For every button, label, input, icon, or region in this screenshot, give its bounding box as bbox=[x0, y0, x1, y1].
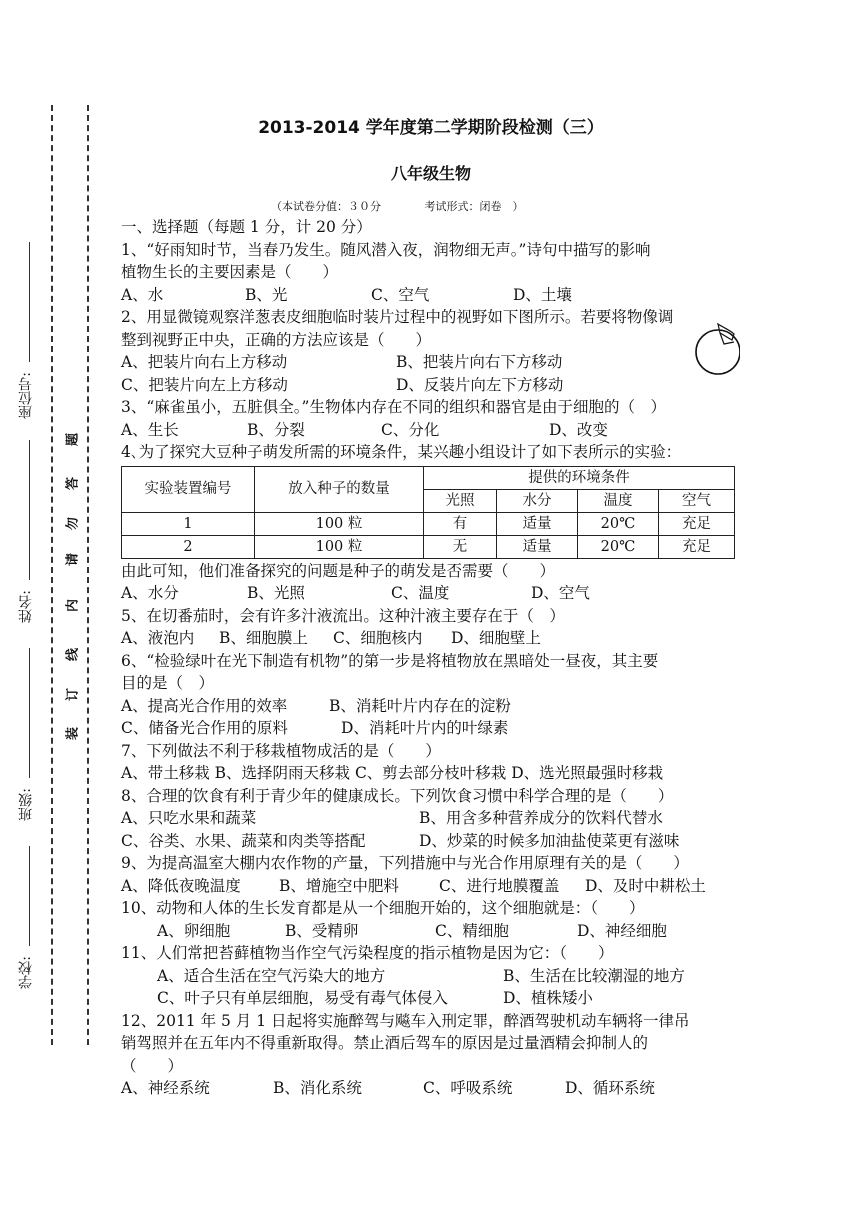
exam-title: 2013-2014 学年度第二学期阶段检测（三） bbox=[258, 118, 604, 138]
question-3-stem: 3、“麻雀虽小，五脏俱全。”生物体内存在不同的组织和器官是由于细胞的（ ） bbox=[121, 398, 666, 416]
name-blank-line-top bbox=[29, 440, 30, 580]
option-d[interactable]: D、循环系统 bbox=[565, 1079, 655, 1097]
header-temp: 温度 bbox=[578, 489, 659, 512]
seat-label: 座位号: bbox=[18, 372, 34, 419]
question-11-options-row1 bbox=[121, 965, 741, 988]
option-b[interactable]: B、生活在比较潮湿的地方 bbox=[503, 966, 685, 985]
header-water: 水分 bbox=[497, 489, 578, 512]
section-heading: 一、选择题（每题 1 分，计 20 分） bbox=[121, 218, 372, 236]
question-2-options-row2 bbox=[121, 374, 741, 397]
option-d[interactable]: D、反装片向左下方移动 bbox=[396, 375, 564, 394]
option-a[interactable]: A、生长 bbox=[121, 420, 179, 439]
question-3-options bbox=[121, 419, 741, 442]
option-c[interactable]: C、空气 bbox=[371, 285, 430, 304]
option-d[interactable]: D、改变 bbox=[549, 420, 608, 439]
option-c[interactable]: C、温度 bbox=[391, 584, 450, 602]
cell-water: 适量 bbox=[497, 535, 578, 558]
question-11-stem: 11、人们常把苔藓植物当作空气污染程度的指示植物是因为它：（ ） bbox=[121, 944, 614, 962]
option-b[interactable]: B、增施空中肥料 bbox=[279, 876, 399, 895]
binding-warning-char: 勿 bbox=[65, 517, 81, 531]
question-10-stem: 10、动物和人体的生长发育都是从一个细胞开始的，这个细胞就是：（ ） bbox=[121, 899, 645, 917]
option-c[interactable]: C、叶子只有单层细胞，易受有毒气体侵入 bbox=[157, 989, 448, 1007]
class-blank-line bbox=[29, 846, 30, 946]
question-11-options-row2 bbox=[121, 987, 741, 1010]
option-d[interactable]: D、消耗叶片内的叶绿素 bbox=[341, 719, 509, 737]
experiment-table bbox=[121, 466, 735, 559]
binding-warning-char: 内 bbox=[65, 599, 81, 613]
seat-blank-line bbox=[29, 242, 30, 362]
option-b[interactable]: B、用含多种营养成分的饮料代替水 bbox=[419, 809, 663, 827]
option-c[interactable]: C、精细胞 bbox=[435, 921, 509, 940]
header-air: 空气 bbox=[659, 489, 735, 512]
option-b[interactable]: B、消化系统 bbox=[273, 1079, 362, 1097]
option-b[interactable]: B、受精卵 bbox=[285, 921, 359, 940]
question-7-stem: 7、下列做法不利于移栽植物成活的是（ ） bbox=[121, 741, 441, 760]
cell-air: 充足 bbox=[659, 512, 735, 535]
header-device-id: 实验装置编号 bbox=[122, 466, 255, 512]
option-a[interactable]: A、卵细胞 bbox=[157, 921, 231, 940]
question-6-options-row1 bbox=[121, 695, 741, 718]
question-8-options-row1 bbox=[121, 807, 741, 830]
option-d[interactable]: D、神经细胞 bbox=[577, 921, 667, 940]
question-12-options bbox=[121, 1077, 741, 1100]
exam-content bbox=[121, 116, 741, 1100]
option-b[interactable]: B、把装片向右下方移动 bbox=[396, 353, 563, 371]
option-d[interactable]: D、植株矮小 bbox=[503, 989, 593, 1007]
cell-count: 100 粒 bbox=[255, 535, 424, 558]
option-a[interactable]: A、降低夜晚温度 bbox=[121, 876, 241, 895]
option-a[interactable]: A、神经系统 bbox=[121, 1079, 210, 1097]
option-a[interactable]: A、把装片向右上方移动 bbox=[121, 353, 288, 371]
option-b[interactable]: B、光 bbox=[245, 285, 288, 304]
question-9-options bbox=[121, 875, 741, 898]
option-a[interactable]: A、只吃水果和蔬菜 bbox=[121, 809, 257, 827]
option-a[interactable]: A、提高光合作用的效率 bbox=[121, 696, 288, 715]
option-d[interactable]: D、土壤 bbox=[513, 285, 572, 304]
exam-note bbox=[121, 198, 741, 216]
option-d[interactable]: D、空气 bbox=[531, 584, 590, 602]
option-b[interactable]: B、光照 bbox=[247, 584, 305, 602]
question-10-options bbox=[121, 920, 741, 943]
question-9-stem: 9、为提高温室大棚内农作物的产量，下列措施中与光合作用原理有关的是（ ） bbox=[121, 854, 689, 872]
cell-temp: 20℃ bbox=[578, 512, 659, 535]
cell-light: 无 bbox=[424, 535, 497, 558]
binding-warning-char: 装 bbox=[65, 727, 81, 741]
cell-air: 充足 bbox=[659, 535, 735, 558]
header-env-conditions: 提供的环境条件 bbox=[424, 466, 735, 489]
option-b[interactable]: B、消耗叶片内存在的淀粉 bbox=[329, 696, 511, 715]
question-12-stem: 12、2011 年 5 月 1 日起将实施醉驾与飚车入刑定罪，醉酒驾驶机动车辆将一律吊 bbox=[121, 1011, 690, 1030]
note-form: 考试形式：闭卷 ） bbox=[424, 200, 524, 213]
option-c[interactable]: C、分化 bbox=[381, 420, 440, 439]
question-12-stem-cont2: （ ） bbox=[121, 1056, 184, 1075]
question-12-stem-cont: 销驾照并在五年内不得重新取得。禁止酒后驾车的原因是过量酒精会抑制人的 bbox=[121, 1034, 649, 1052]
binding-warning-char: 答 bbox=[65, 477, 81, 491]
name-blank-line bbox=[29, 648, 30, 778]
option-c[interactable]: C、细胞核内 bbox=[333, 629, 423, 647]
binding-dashed-line-outer bbox=[51, 105, 53, 1045]
question-1-stem-cont: 植物生长的主要因素是（ ） bbox=[121, 263, 339, 281]
name-label: 姓名: bbox=[18, 590, 34, 623]
cell-temp: 20℃ bbox=[578, 535, 659, 558]
option-c[interactable]: C、储备光合作用的原料 bbox=[121, 719, 288, 737]
question-2-stem-cont: 整到视野正中央，正确的方法应该是（ ） bbox=[121, 330, 432, 349]
question-8-stem: 8、合理的饮食有利于青少年的健康成长。下列饮食习惯中科学合理的是（ ） bbox=[121, 786, 674, 805]
question-4-stem: 4､为了探究大豆种子萌发所需的环境条件，某兴趣小组设计了如下表所示的实验： bbox=[121, 443, 682, 461]
question-2-stem: 2、用显微镜观察洋葱表皮细胞临时装片过程中的视野如下图所示。若要将物像调 bbox=[121, 308, 674, 326]
question-6-stem: 6、“检验绿叶在光下制造有机物”的第一步是将植物放在黑暗处一昼夜，其主要 bbox=[121, 651, 659, 670]
question-1-stem: 1、“好雨知时节，当春乃发生。随风潜入夜，润物细无声。”诗句中描写的影响 bbox=[121, 240, 651, 259]
header-seed-count: 放入种子的数量 bbox=[255, 466, 424, 512]
option-d[interactable]: D、及时中耕松土 bbox=[585, 876, 706, 895]
header-light: 光照 bbox=[424, 489, 497, 512]
cell-count: 100 粒 bbox=[255, 512, 424, 535]
option-c[interactable]: C、把装片向左上方移动 bbox=[121, 375, 288, 394]
option-b[interactable]: B、细胞膜上 bbox=[219, 629, 308, 647]
exam-subtitle: 八年级生物 bbox=[390, 164, 471, 183]
cell-water: 适量 bbox=[497, 512, 578, 535]
binding-warning-char: 请 bbox=[65, 553, 81, 567]
option-c[interactable]: C、进行地膜覆盖 bbox=[439, 876, 560, 895]
question-5-stem: 5、在切番茄时，会有许多汁液流出。这种汁液主要存在于（ ） bbox=[121, 606, 565, 625]
cell-id: 2 bbox=[122, 535, 255, 558]
class-label: 班级: bbox=[18, 788, 34, 821]
option-a[interactable]: A、水 bbox=[121, 285, 164, 304]
option-d[interactable]: D、炒菜的时候多加油盐使菜更有滋味 bbox=[419, 831, 680, 850]
question-7-options[interactable]: A、带土移栽 B、选择阴雨天移栽 C、剪去部分枝叶移栽 D、选光照最强时移栽 bbox=[121, 764, 664, 782]
option-a[interactable]: A、适合生活在空气污染大的地方 bbox=[157, 966, 386, 985]
cell-id: 1 bbox=[122, 512, 255, 535]
question-6-stem-cont: 目的是（ ） bbox=[121, 674, 215, 692]
question-1-options bbox=[121, 284, 741, 307]
option-c[interactable]: C、呼吸系统 bbox=[423, 1079, 513, 1097]
binding-warning-char: 题 bbox=[65, 433, 81, 447]
question-4-options bbox=[121, 582, 741, 605]
option-a[interactable]: A、液泡内 bbox=[121, 629, 195, 647]
cell-light: 有 bbox=[424, 512, 497, 535]
binding-dashed-line-inner bbox=[87, 105, 89, 1045]
table-row bbox=[122, 535, 735, 558]
binding-warning-char: 线 bbox=[65, 648, 81, 662]
question-4-after-table: 由此可知，他们准备探究的问题是种子的萌发是否需要（ ） bbox=[121, 561, 556, 580]
option-d[interactable]: D、细胞壁上 bbox=[451, 629, 541, 647]
question-2-options-row1 bbox=[121, 351, 741, 374]
question-5-options bbox=[121, 627, 741, 650]
question-8-options-row2 bbox=[121, 830, 741, 853]
table-row bbox=[122, 512, 735, 535]
option-b[interactable]: B、分裂 bbox=[247, 420, 305, 439]
question-6-options-row2 bbox=[121, 717, 741, 740]
option-c[interactable]: C、谷类、水果、蔬菜和肉类等搭配 bbox=[121, 831, 366, 850]
option-a[interactable]: A、水分 bbox=[121, 584, 179, 602]
school-label: 学校: bbox=[18, 956, 34, 989]
note-score: （本试卷分值：３０分 bbox=[271, 200, 381, 213]
binding-warning-char: 订 bbox=[65, 688, 81, 702]
